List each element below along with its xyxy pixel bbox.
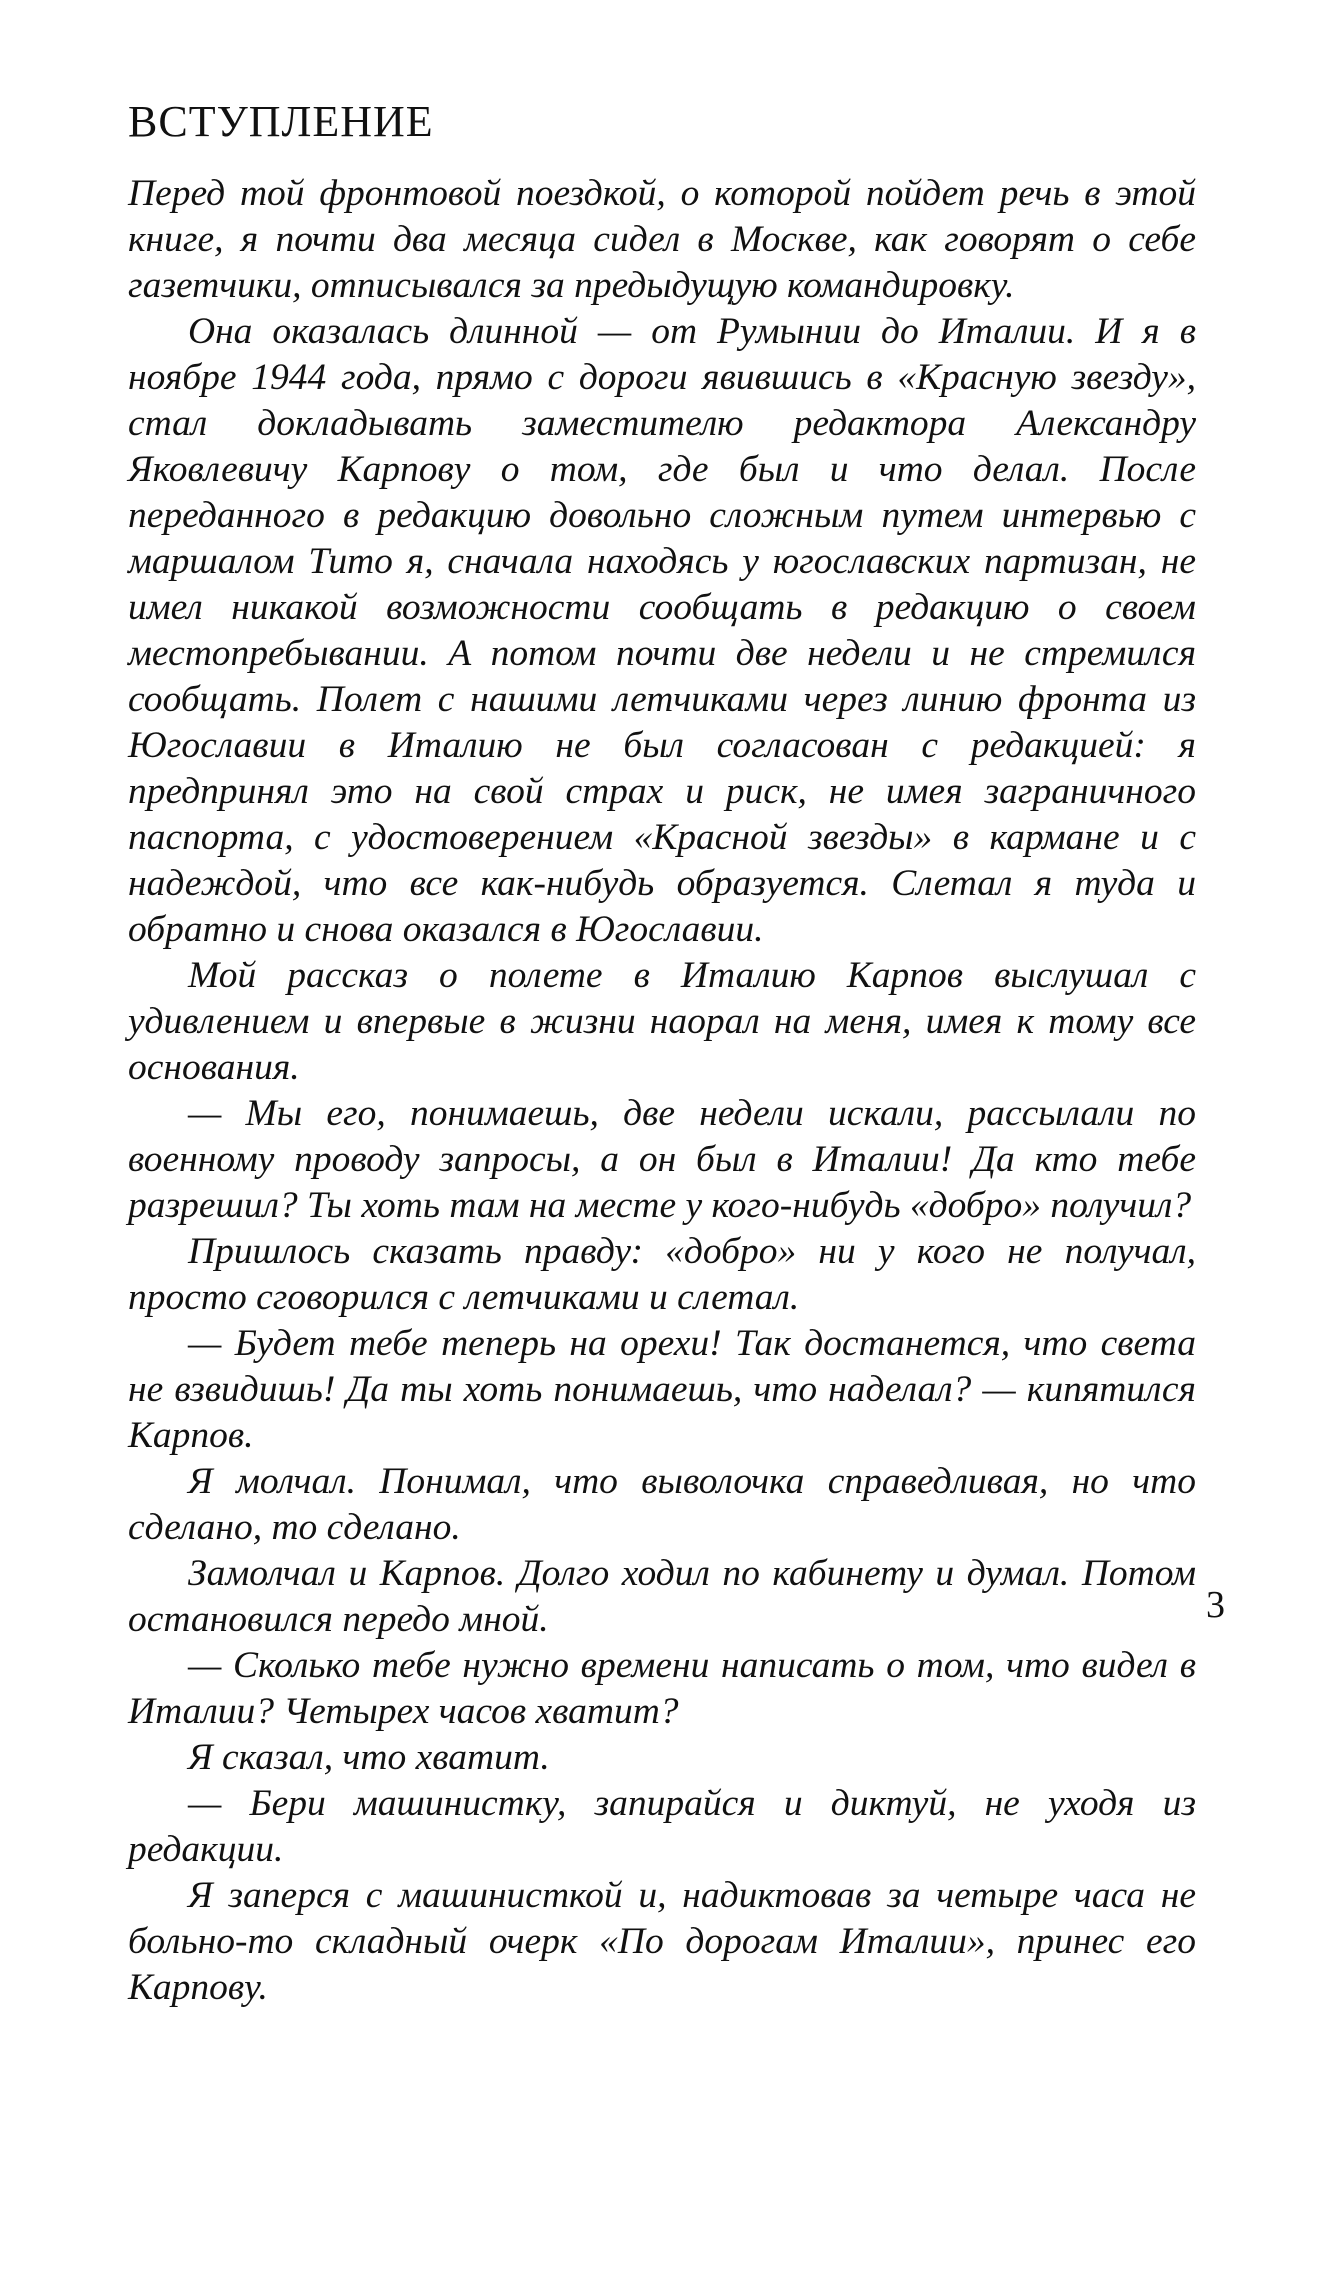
paragraph: Замолчал и Карпов. Долго ходил по кабинету и думал. Потом остановился передо мной. bbox=[128, 1552, 1196, 1640]
paragraph: Я заперся с машинисткой и, надиктовав за четыре часа не больно-то складный очерк «По дорогам Италии», принес его Карпову. bbox=[128, 1874, 1196, 2008]
book-page bbox=[128, 96, 1196, 2011]
chapter-heading: ВСТУПЛЕНИЕ bbox=[128, 97, 434, 146]
paragraph: — Бери машинистку, запирайся и диктуй, не уходя из редакции. bbox=[128, 1782, 1196, 1870]
paragraph: Она оказалась длинной — от Румынии до Италии. И я в ноябре 1944 года, прямо с дороги явившись в «Красную звезду», стал докладывать заместителю редактора Александру Яковлевичу Карпову о том, где был и что делал. После переданного в редакцию довольно сложным путем интервью с маршалом Тито я, сначала находясь у югославских партизан, не имел никакой возможности сообщать в редакцию о своем местопребывании. А потом почти две недели и не стремился сообщать. Полет с нашими летчиками через линию фронта из Югославии в Италию не был согласован с редакцией: я предпринял это на свой страх и риск, не имея заграничного паспорта, с удостоверением «Красной звезды» в кармане и с надеждой, что все как-нибудь образуется. Слетал я туда и обратно и снова оказался в Югославии. bbox=[128, 310, 1196, 950]
paragraph: Пришлось сказать правду: «добро» ни у кого не получал, просто сговорился с летчиками и слетал. bbox=[128, 1230, 1196, 1318]
paragraph: — Сколько тебе нужно времени написать о том, что видел в Италии? Четырех часов хватит? bbox=[128, 1644, 1196, 1732]
paragraph: Я молчал. Понимал, что выволочка справедливая, но что сделано, то сделано. bbox=[128, 1460, 1196, 1548]
paragraph: — Мы его, понимаешь, две недели искали, рассылали по военному проводу запросы, а он был в Италии! Да кто тебе разрешил? Ты хоть там на месте у кого-нибудь «добро» получил? bbox=[128, 1092, 1196, 1226]
page-number: 3 bbox=[1206, 1584, 1225, 1626]
paragraph: Мой рассказ о полете в Италию Карпов выслушал с удивлением и впервые в жизни наорал на меня, имея к тому все основания. bbox=[128, 954, 1196, 1088]
body-text bbox=[128, 171, 1196, 2011]
paragraph: Я сказал, что хватит. bbox=[188, 1736, 550, 1778]
paragraph: — Будет тебе теперь на орехи! Так достанется, что света не взвидишь! Да ты хоть понимаешь, что наделал? — кипятился Карпов. bbox=[128, 1322, 1196, 1456]
paragraph: Перед той фронтовой поездкой, о которой пойдет речь в этой книге, я почти два месяца сидел в Москве, как говорят о себе газетчики, отписывался за предыдущую командировку. bbox=[128, 172, 1196, 306]
